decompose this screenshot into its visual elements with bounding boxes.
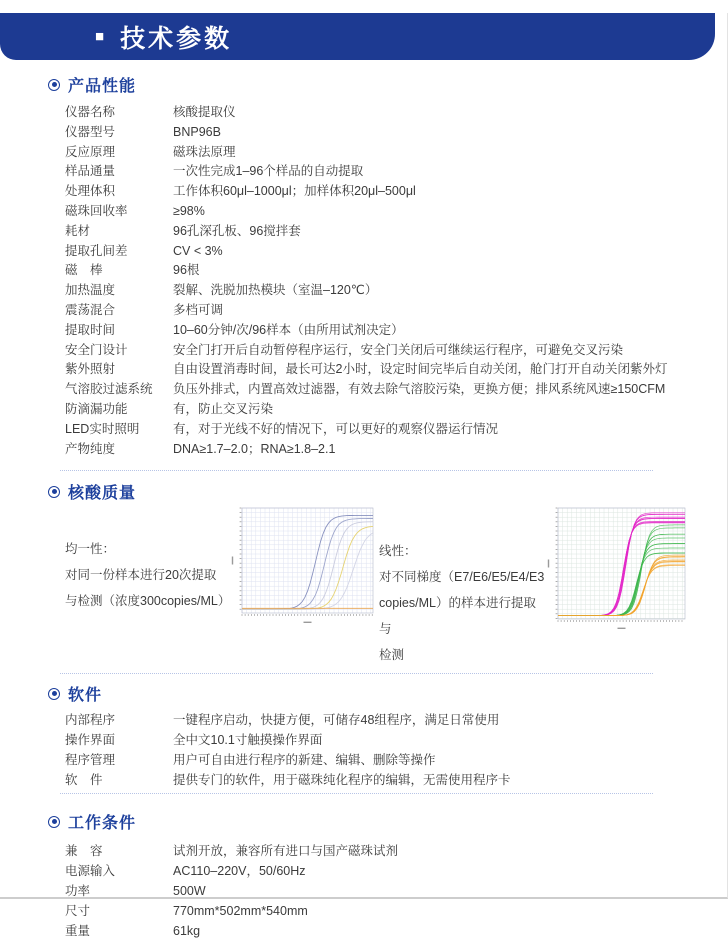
spec-label: 磁珠回收率 <box>65 203 128 218</box>
spec-value: 安全门打开后自动暂停程序运行，安全门关闭后可继续运行程序，可避免交叉污染 <box>173 342 624 357</box>
spec-row <box>65 400 715 420</box>
spec-row <box>65 881 715 901</box>
spec-value: 96根 <box>173 263 200 278</box>
spec-label: 耗材 <box>65 223 91 238</box>
spec-value: 770mm*502mm*540mm <box>173 904 308 919</box>
spec-row <box>65 281 715 301</box>
spec-label: 提取孔间差 <box>65 243 128 258</box>
spec-label: 仪器型号 <box>65 124 116 139</box>
spec-label: 样品通量 <box>65 164 116 179</box>
product-spec-table <box>65 103 715 459</box>
spec-row <box>65 750 715 770</box>
spec-row <box>65 261 715 281</box>
spec-row <box>65 380 715 400</box>
spec-value: 负压外排式，内置高效过滤器，有效去除气溶胶污染，更换方便；排风系统风速≥150CFM <box>173 382 666 397</box>
spec-row <box>65 242 715 262</box>
linearity-line: copies/ML）的样本进行提取与 <box>379 596 536 637</box>
section-title-quality: 核酸质量 <box>68 485 137 503</box>
section-header <box>48 810 715 833</box>
spec-value: 有，对于光线不好的情况下，可以更好的观察仪器运行情况 <box>173 421 499 436</box>
square-bullet-icon: ■ <box>95 28 105 45</box>
spec-label: 提取时间 <box>65 322 116 337</box>
section-title-conditions: 工作条件 <box>68 815 137 833</box>
section-divider <box>60 673 653 674</box>
uniformity-line: 与检测（浓度300copies/ML） <box>65 594 231 609</box>
linearity-line: 检测 <box>379 648 405 663</box>
spec-label: 产物纯度 <box>65 441 116 456</box>
uniformity-chart <box>231 504 377 624</box>
header-banner <box>0 13 715 60</box>
spec-label: 程序管理 <box>65 753 116 768</box>
spec-row <box>65 841 715 861</box>
spec-label: 尺寸 <box>65 904 91 919</box>
spec-row <box>65 301 715 321</box>
spec-value: 一键程序启动，快捷方便，可储存48组程序，满足日常使用 <box>173 713 500 728</box>
spec-value: 多档可调 <box>173 302 224 317</box>
spec-value: 全中文10.1寸触摸操作界面 <box>173 733 323 748</box>
page-content <box>0 73 727 941</box>
spec-value: 试剂开放，兼容所有进口与国产磁珠试剂 <box>173 844 399 859</box>
section-header <box>48 73 715 96</box>
section-header <box>48 682 715 705</box>
quality-content <box>65 504 715 668</box>
section-bullet-icon <box>48 688 60 700</box>
software-spec-table <box>65 710 715 790</box>
spec-label: 仪器名称 <box>65 105 116 119</box>
spec-value: AC110–220V，50/60Hz <box>173 864 306 879</box>
spec-value: 一次性完成1–96个样品的自动提取 <box>173 164 364 179</box>
spec-row <box>65 143 715 163</box>
spec-value: 500W <box>173 884 206 899</box>
section-divider <box>60 793 653 794</box>
spec-value: 有，防止交叉污染 <box>173 401 274 416</box>
spec-label: 防滴漏功能 <box>65 401 128 416</box>
section-header <box>48 480 715 503</box>
spec-value: 10–60分钟/次/96样本（由所用试剂决定） <box>173 322 404 337</box>
spec-row <box>65 222 715 242</box>
spec-row <box>65 710 715 730</box>
spec-value: ≥98% <box>173 203 205 218</box>
spec-label: 功率 <box>65 884 91 899</box>
spec-row <box>65 123 715 143</box>
spec-value: 61kg <box>173 924 201 939</box>
page-title: 技术参数 <box>120 24 233 53</box>
section-title-software: 软件 <box>68 687 103 705</box>
spec-row <box>65 901 715 921</box>
spec-label: 磁 棒 <box>65 263 103 278</box>
spec-label: 电源输入 <box>65 864 116 879</box>
spec-row <box>65 440 715 460</box>
spec-value: 核酸提取仪 <box>173 105 236 119</box>
spec-label: 反应原理 <box>65 144 116 159</box>
spec-page <box>0 13 728 939</box>
spec-value: CV < 3% <box>173 243 223 258</box>
section-title-product: 产品性能 <box>68 78 137 95</box>
spec-label: 处理体积 <box>65 184 116 199</box>
spec-row <box>65 770 715 790</box>
spec-label: 气溶胶过滤系统 <box>65 382 153 397</box>
linearity-text <box>379 538 547 668</box>
spec-value: 提供专门的软件，用于磁珠纯化程序的编辑，无需使用程序卡 <box>173 773 511 788</box>
section-nucleic-acid-quality <box>48 480 715 668</box>
spec-label: 操作界面 <box>65 733 116 748</box>
spec-label: 软 件 <box>65 773 103 788</box>
spec-value: 用户可自由进行程序的新建、编辑、删除等操作 <box>173 753 436 768</box>
spec-row <box>65 103 715 123</box>
spec-value: 工作体积60μl–1000μl；加样体积20μl–500μl <box>173 184 416 199</box>
spec-value: 裂解、洗脱加热模块（室温–120℃） <box>173 283 378 298</box>
linearity-line: 对不同梯度（E7/E6/E5/E4/E3 <box>379 570 545 585</box>
linearity-heading: 线性： <box>379 544 417 559</box>
spec-row <box>65 341 715 361</box>
spec-value: DNA≥1.7–2.0；RNA≥1.8–2.1 <box>173 441 336 456</box>
uniformity-heading: 均一性： <box>65 542 116 557</box>
spec-value: 自由设置消毒时间，最长可达2小时，设定时间完毕后自动关闭，舱门打开自动关闭紫外灯 <box>173 362 668 377</box>
spec-label: 震荡混合 <box>65 302 116 317</box>
spec-row <box>65 921 715 941</box>
spec-row <box>65 321 715 341</box>
spec-row <box>65 182 715 202</box>
spec-row <box>65 420 715 440</box>
section-bullet-icon <box>48 486 60 498</box>
linearity-chart <box>547 504 689 630</box>
section-working-conditions <box>48 810 715 941</box>
spec-label: 兼 容 <box>65 844 103 859</box>
conditions-spec-table <box>65 841 715 941</box>
spec-row <box>65 162 715 182</box>
section-product-performance <box>48 73 715 459</box>
spec-label: 加热温度 <box>65 283 116 298</box>
spec-row <box>65 360 715 380</box>
section-bullet-icon <box>48 79 60 91</box>
uniformity-line: 对同一份样本进行20次提取 <box>65 568 217 583</box>
spec-value: 96孔深孔板、96搅拌套 <box>173 223 301 238</box>
section-bullet-icon <box>48 816 60 828</box>
spec-label: 内部程序 <box>65 713 116 728</box>
spec-value: BNP96B <box>173 124 221 139</box>
spec-label: 紫外照射 <box>65 362 116 377</box>
section-software <box>48 682 715 790</box>
spec-row <box>65 861 715 881</box>
uniformity-text <box>65 536 231 668</box>
spec-row <box>65 202 715 222</box>
spec-value: 磁珠法原理 <box>173 144 236 159</box>
spec-row <box>65 730 715 750</box>
spec-label: 重量 <box>65 924 91 939</box>
section-divider <box>60 470 653 471</box>
spec-label: LED实时照明 <box>65 421 140 436</box>
spec-label: 安全门设计 <box>65 342 128 357</box>
